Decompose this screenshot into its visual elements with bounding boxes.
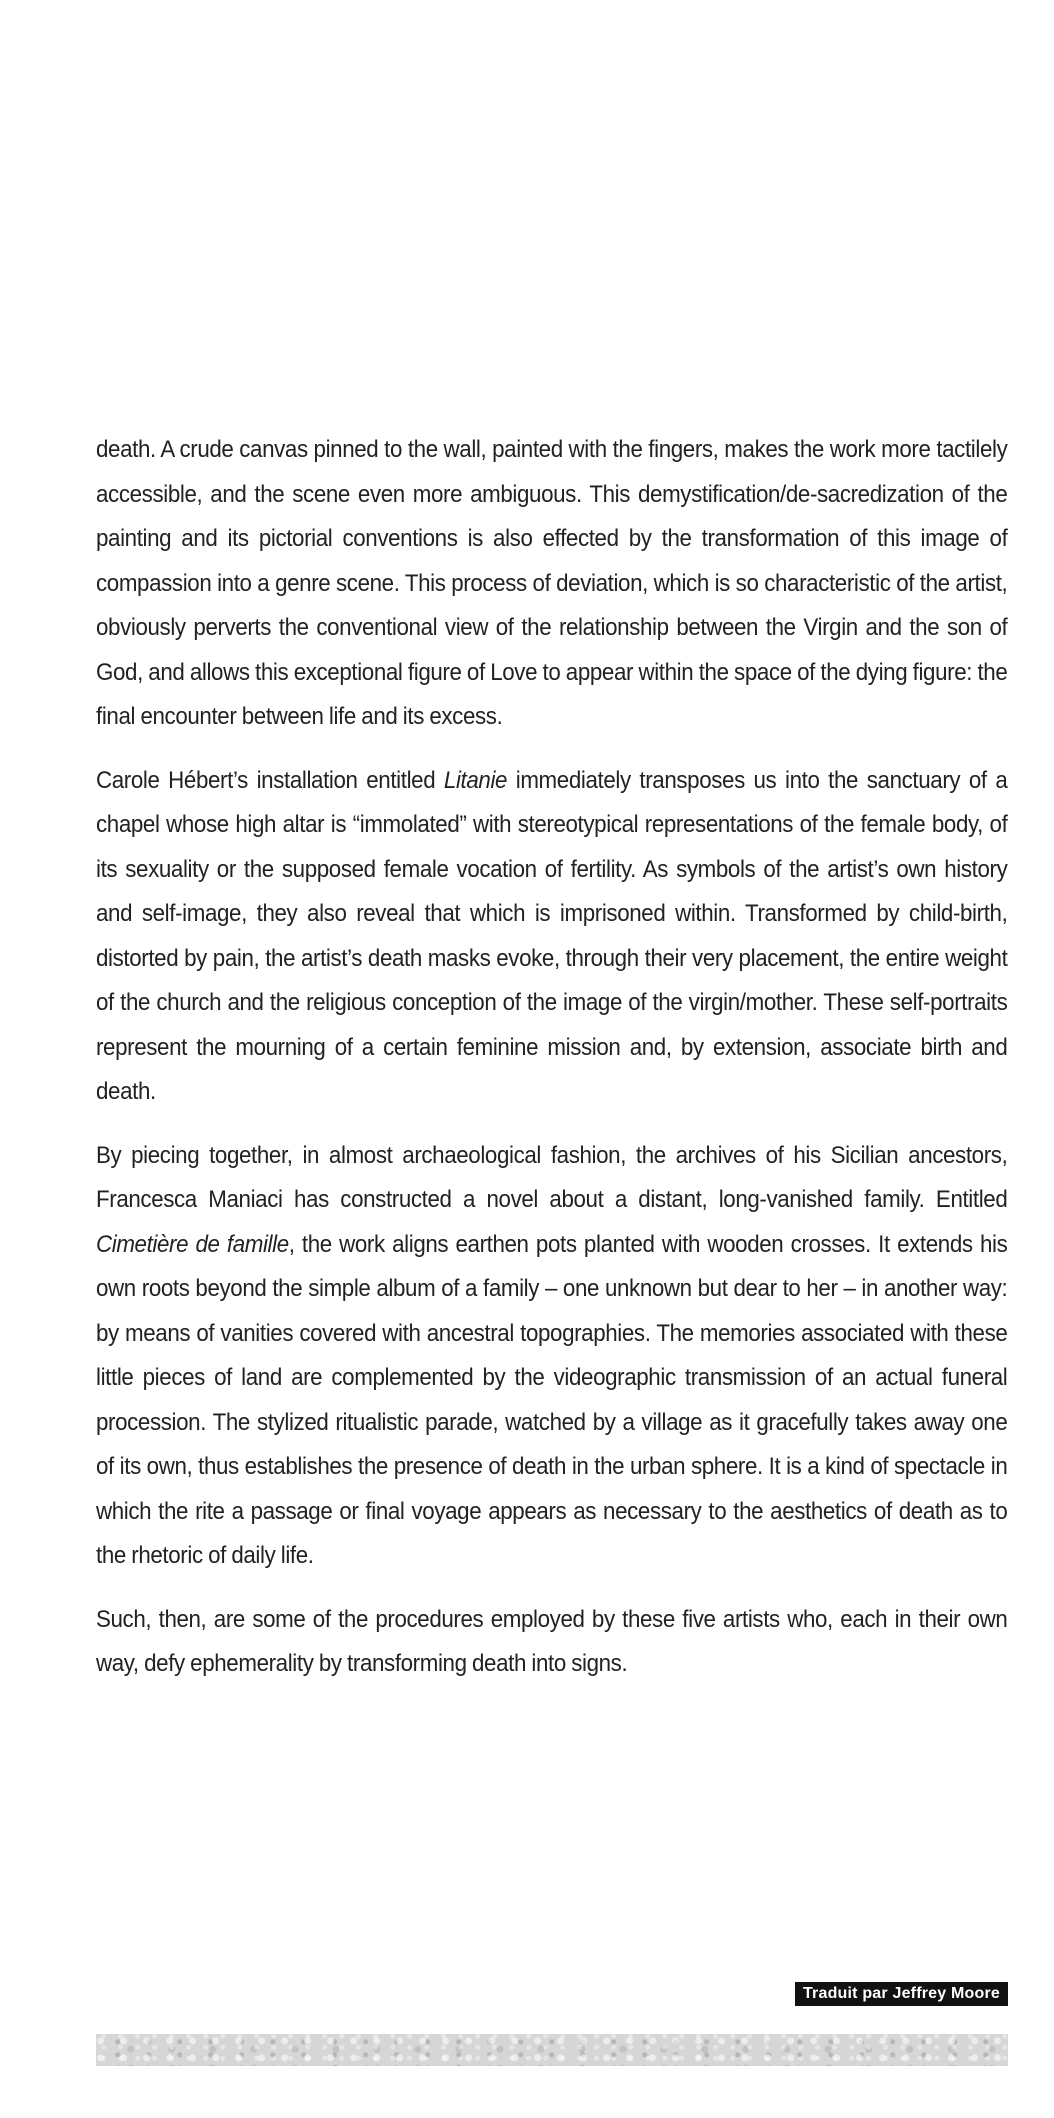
article-body	[96, 428, 1007, 1706]
decorative-texture-band	[96, 2034, 1008, 2066]
artwork-title-litanie: Litanie	[443, 766, 508, 794]
paragraph-4	[96, 1598, 1007, 1687]
paragraph-4-text: Such, then, are some of the procedures employed by these five artists who, each in their own way, defy ephemerality by transforming death into signs.	[96, 1605, 1008, 1677]
paragraph-1	[96, 428, 1007, 740]
paragraph-2-text-a: Carole Hébert’s installation entitled	[96, 766, 444, 794]
paragraph-3	[96, 1134, 1007, 1579]
paragraph-3-text-b: , the work aligns earthen pots planted with wooden crosses. It extends his own roots beyond the simple album of a family – one unknown but dear to her – in another way: by means of vanities covered with ancestral topographies. The memories associated with these little pieces of land are complemented by the videographic transmission of an actual funeral procession. The stylized ritualistic parade, watched by a village as it gracefully takes away one of its own, thus establishes the presence of death in the urban sphere. It is a kind of spectacle in which the rite a passage or final voyage appears as necessary to the aesthetics of death as to the rhetoric of daily life.	[96, 1230, 1008, 1569]
paragraph-2	[96, 759, 1007, 1115]
paragraph-2-text-b: immediately transposes us into the sanctuary of a chapel whose high altar is “immolated” with stereotypical representations of the female body, of its sexuality or the supposed female vocation of fertility. As symbols of the artist’s own history and self-image, they also reveal that which is imprisoned within. Transformed by child-birth, distorted by pain, the artist’s death masks evoke, through their very placement, the entire weight of the church and the religious conception of the image of the virgin/mother. These self-portraits represent the mourning of a certain feminine mission and, by extension, associate birth and death.	[96, 766, 1008, 1105]
translator-credit: Traduit par Jeffrey Moore	[795, 1982, 1008, 2006]
paragraph-3-text-a: By piecing together, in almost archaeological fashion, the archives of his Sicilian ancestors, Francesca Maniaci has constructed a novel about a distant, long-vanished family. Entitled	[96, 1141, 1008, 1213]
artwork-title-cimetiere: Cimetière de famille	[96, 1230, 289, 1258]
paragraph-1-text: death. A crude canvas pinned to the wall, painted with the fingers, makes the work more tactilely accessible, and the scene even more ambiguous. This demystification/de-sacredization of the painting and its pictorial conventions is also effected by the transformation of this image of compassion into a genre scene. This process of deviation, which is so characteristic of the artist, obviously perverts the conventional view of the relationship between the Virgin and the son of God, and allows this exceptional figure of Love to appear within the space of the dying figure: the final encounter between life and its excess.	[96, 436, 1008, 730]
